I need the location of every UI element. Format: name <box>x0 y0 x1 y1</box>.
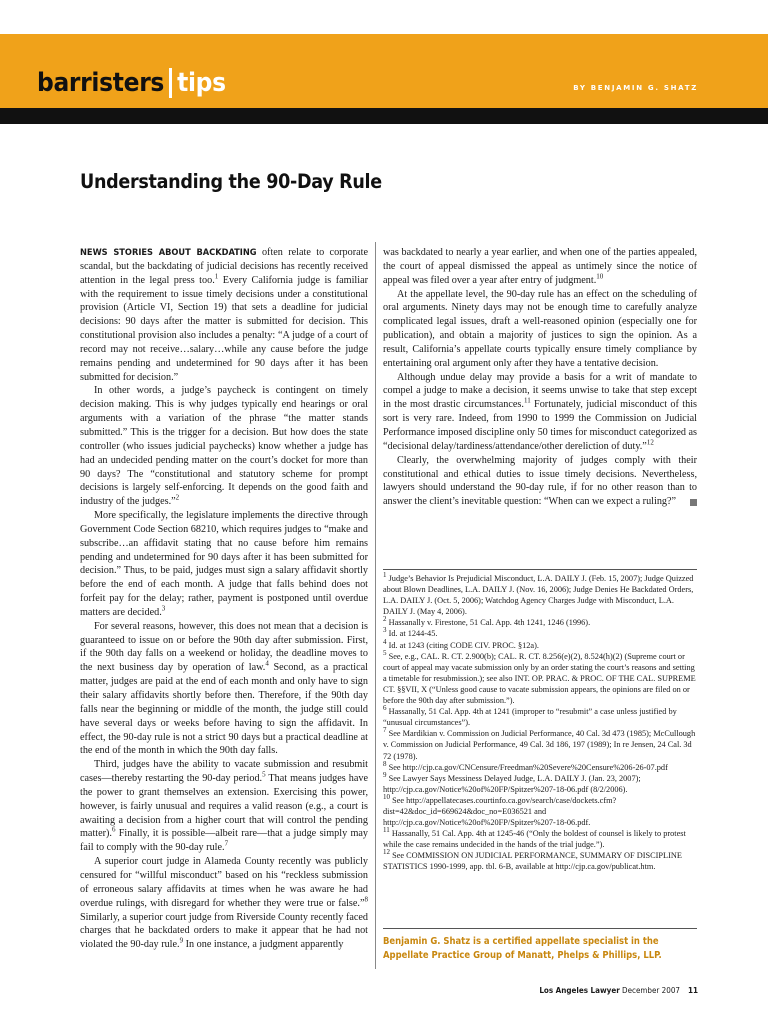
paragraph: At the appellate level, the 90-day rule has an effect on the scheduling of oral arguments. Ninety days may not be enough time to carefully analyze complicated legal issues, draft a well-reasoned opinion (especially one for publication), and obtain a majority of justices to sign the opinion. As a result, California’s appellate courts typically ensure timely compliance by entertaining oral argument only after they have a tentative decision. <box>383 288 697 369</box>
paragraph: Although undue delay may provide a basis for a writ of mandate to compel a judge to make a decision, it seems unwise to take that step except in the most drastic circumstances.$^{11}$ Fortunately, judicial misconduct of this sort is very rare. Indeed, from 1990 to 1999 the Commission on Judicial Performance imposed discipline only 50 times for misconduct categorized as “decisional delay/tardiness/attendance/other dereliction of duty.”$^{12}$ <box>383 371 697 452</box>
footnote: $^2$ Hassanally v. Firestone, 51 Cal. App. 4th 1241, 1246 (1996). <box>383 615 591 628</box>
footnote: $^{10}$ See http://appellatecases.courtinfo.ca.gov/search/case/dockets.cfm?dist=42&doc_id=669624&doc_no=E036521 and http://cjp.ca.gov/Notice%20of%20FP/Spitzer%207-18-06.pdf. <box>383 793 617 828</box>
byline: BY BENJAMIN G. SHATZ <box>573 84 698 92</box>
column-divider <box>375 242 376 969</box>
footnote: $^5$ See, e.g., CAL. R. CT. 2.900(b); CAL. R. CT. 8.256(e)(2), 8.524(h)(2) (Supreme court or court of appeal may vacate submission only by an order stating the court’s reasons and setting a timetable for resubmission.); see also INT. OP. PRAC. & PROC. OF THE CAL. SUPREME CT. §§VII, X (“Unless good cause to vacate submission appears, the opinions are filed on or before the 90th day after submission.”). <box>383 648 696 706</box>
paragraph: In other words, a judge’s paycheck is contingent on timely decision making. This is why judges typically end hearings or oral arguments with a variation of the phrase “the matter stands submitted.” This is the trigger for a decision. But how does the state controller (who issues judicial paychecks) know whether a judge has had an undecided pending matter on the court’s docket for more than 90 days? The “constitutional and statutory scheme for prompt decisions is largely self-enforcing. It depends on the good faith and industry of the judges.”$^2$ <box>80 385 368 508</box>
footnote: $^{11}$ Hassanally, 51 Cal. App. 4th at 1245-46 (“Only the boldest of counsel is likely to protest while the case remains undecided in the hands of the trial judge.”). <box>383 826 686 850</box>
footnote: $^{12}$ See COMMISSION ON JUDICIAL PERFORMANCE, SUMMARY OF DISCIPLINE STATISTICS 1990-1999, app. tbl. 6-B, available at http://cjp.ca.gov/publicat.htm. <box>383 848 682 872</box>
footnote: $^1$ Judge’s Behavior Is Prejudicial Misconduct, L.A. DAILY J. (Feb. 15, 2007); Judge Quizzed about Blown Deadlines, L.A. DAILY J. (Nov. 16, 2006); Judge Denies He Backdated Orders, L.A. DAILY J. (Oct. 5, 2006); Watchdog Agency Charges Judge with Misconduct, L.A. DAILY J. (May 4, 2006). <box>383 571 694 617</box>
header-rule <box>0 108 768 124</box>
footnotes <box>383 573 697 873</box>
left-column <box>80 246 368 952</box>
footnote: $^3$ Id. at 1244-45. <box>383 626 438 639</box>
paragraph: For several reasons, however, this does not mean that a decision is guaranteed to issue on or before the 90th day after submission. First, if the 90th day falls on a weekend or holiday, the deadline moves to the next business day by operation of law.$^4$ Second, as a practical matter, judges are paid at the end of each month and only have to sign their salary affidavits shortly before then. Therefore, if the 90th day falls near the beginning or middle of the month, the judge still could have several days or weeks before having to sign the affidavit. In effect, the 90-day rule is not a strict 90 days but a practical deadline at the end of the month in which the 90th day falls. <box>80 620 368 757</box>
department-subname: tips <box>177 68 226 98</box>
lead-in: NEWS STORIES ABOUT BACKDATING <box>80 247 257 258</box>
article-title: Understanding the 90-Day Rule <box>80 170 382 193</box>
paragraph: More specifically, the legislature implements the directive through Government Code Section 68210, which requires judges to “make and subscribe…an affidavit stating that no cause before him remains pending and undetermined for 90 days after it has been submitted for decision.” Thus, to be paid, judges must sign a salary affidavit shortly before the end of each month. A judge that falls behind does not forfeit pay for the delay; rather, payment is postponed until overdue matters are decided.$^3$ <box>80 510 368 618</box>
footnote-rule <box>383 569 697 570</box>
author-bio: Benjamin G. Shatz is a certified appellate specialist in the Appellate Practice Group of Manatt, Phelps & Phillips, LLP. <box>383 936 662 961</box>
paragraph: Third, judges have the ability to vacate submission and resubmit cases—thereby restarting the 90-day period.$^5$ That means judges have the power to grant themselves an extension. Exercising this power, however, is fairly unusual and requires a valid reason (e.g., a court is awaiting a decision from a higher court that will control the pending matter).$^6$ Finally, it is possible—albeit rare—that a judge simply may fail to comply with the 90-day rule.$^7$ <box>80 759 369 854</box>
footnote: $^8$ See http://cjp.ca.gov/CNCensure/Freedman%20Severe%20Censure%206-26-07.pdf <box>383 759 668 772</box>
issue-date: December 2007 <box>622 986 680 995</box>
end-mark <box>690 499 697 506</box>
paragraph: was backdated to nearly a year earlier, and when one of the parties appealed, the court of appeal dismissed the appeal as untimely since the notice of appeal was filed over a year after entry of judgment.$^{10}$ <box>383 247 697 286</box>
page-number: 11 <box>687 986 698 995</box>
department-title <box>37 68 226 98</box>
footnote: $^9$ See Lawyer Says Messiness Delayed Judge, L.A. DAILY J. (Jan. 23, 2007); http://cjp.ca.gov/Notice%20of%20FP/Spitzer%207-18-06.pdf (8/2/2006). <box>383 770 641 794</box>
page-folio <box>539 986 698 995</box>
paragraph: NEWS STORIES ABOUT BACKDATING often relate to corporate scandal, but the backdating of judicial decisions has recently received attention in the legal press too.$^1$ Every California judge is familiar with the requirement to issue timely decisions under a constitutional provision (Article VI, Section 19) that sets a deadline for judicial decisions: 90 days after the matter is submitted for decision. This constitutional provision also includes a penalty: “A judge of a court of record may not receive…salary…while any cause before the judge remains pending and undetermined for 90 days after it has been submitted for decision.” <box>80 247 369 383</box>
paragraph: Clearly, the overwhelming majority of judges comply with their constitutional and ethical duties to issue timely decisions. Nevertheless, lawyers should understand the 90-day rule, if for no other reason than to answer the client’s inevitable question: “When can we expect a ruling?” <box>383 454 697 508</box>
right-column <box>383 246 697 509</box>
magazine-name: Los Angeles Lawyer <box>539 986 620 995</box>
footnote: $^7$ See Mardikian v. Commission on Judicial Performance, 40 Cal. 3d 473 (1985); McCullough v. Commission on Judicial Performance, 49 Cal. 3d 186, 197 (1989); In re Jensen, 24 Cal. 3d 72 (1978). <box>383 726 696 761</box>
paragraph: A superior court judge in Alameda County recently was publicly censured for “willful misconduct” based on his “reckless submission of erroneous salary affidavits at times when he was aware he had overdue rulings, with disregard for whether they were true or false.”$^8$ Similarly, a superior court judge from Riverside County recently faced charges that he backdated orders to make it appear that he had not violated the 90-day rule.$^9$ In one instance, a judgment apparently <box>80 856 368 951</box>
department-name: barristers <box>37 68 165 98</box>
footnote: $^6$ Hassanally, 51 Cal. App. 4th at 1241 (improper to “resubmit” a case unless justified by “unusual circumstances”). <box>383 704 677 728</box>
footnote: $^4$ Id. at 1243 (citing CODE CIV. PROC. §12a). <box>383 637 539 650</box>
bio-rule <box>383 928 697 929</box>
department-divider <box>169 68 172 98</box>
